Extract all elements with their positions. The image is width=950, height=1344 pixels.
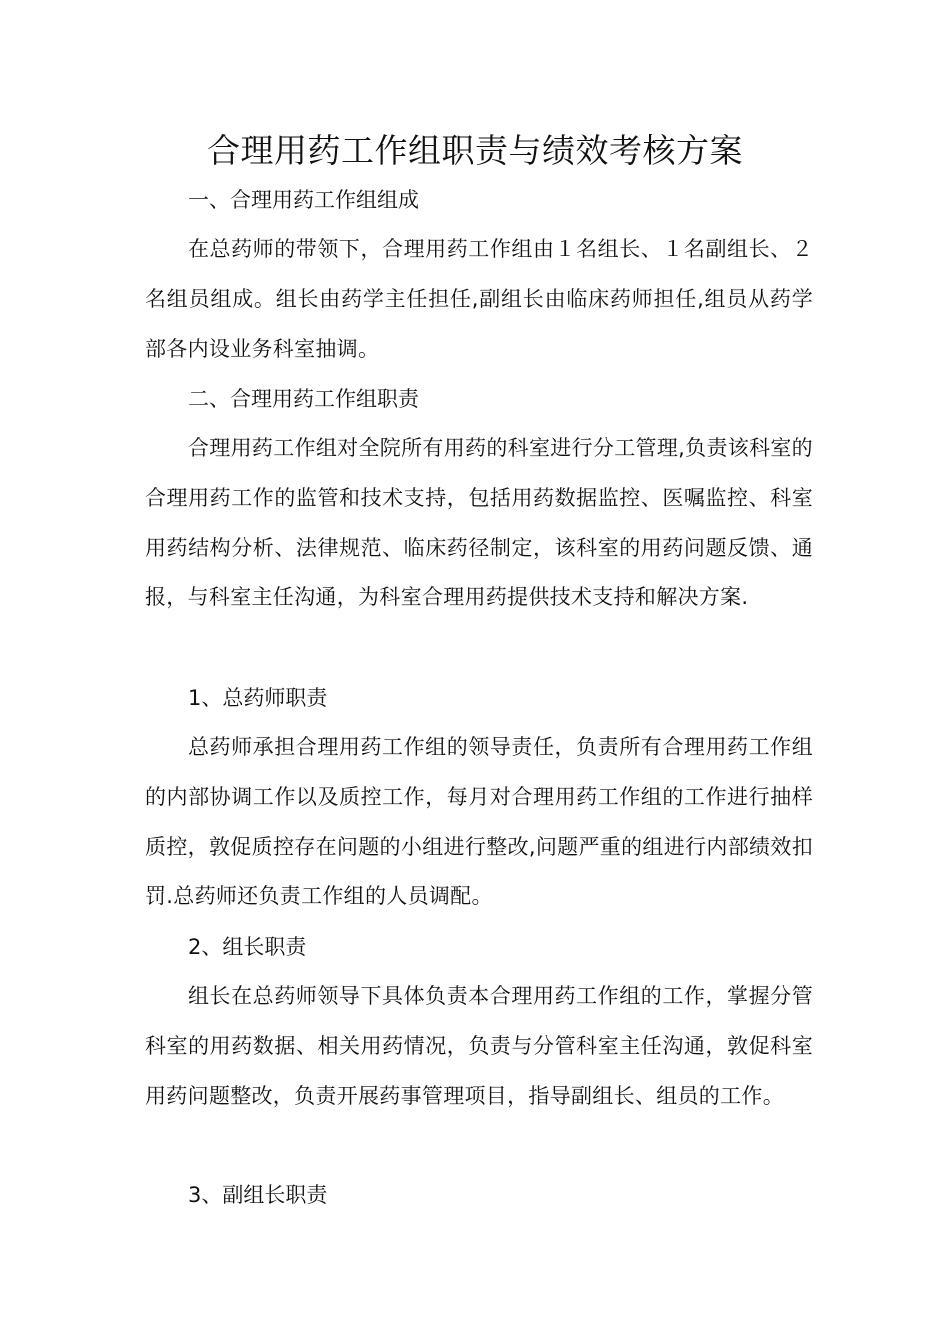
section-heading-chief-pharmacist: 1、总药师职责 (188, 686, 328, 710)
section-paragraph-duties: 合理用药工作组对全院所有用药的科室进行分工管理,负责该科室的合理用药工作的监管和技术支持，包括用药数据监控、医嘱监控、科室用药结构分析、法律规范、临床药径制定，该科室的用药问题反馈、通报，与科室主任沟通，为科室合理用药提供技术支持和解决方案. (145, 436, 813, 610)
section-heading-deputy-leader: 3、副组长职责 (188, 1183, 328, 1207)
section-heading-duties: 二、合理用药工作组职责 (188, 387, 419, 411)
section-paragraph-composition: 在总药师的带领下，合理用药工作组由１名组长、１名副组长、２名组员组成。组长由药学主任担任,副组长由临床药师担任,组员从药学部各内设业务科室抽调。 (145, 237, 813, 361)
section-heading-group-leader: 2、组长职责 (188, 935, 307, 959)
section-paragraph-chief-pharmacist: 总药师承担合理用药工作组的领导责任，负责所有合理用药工作组的内部协调工作以及质控工作，每月对合理用药工作组的工作进行抽样质控，敦促质控存在问题的小组进行整改,问题严重的组进行内部绩效扣罚.总药师还负责工作组的人员调配。 (145, 735, 813, 909)
document-title: 合理用药工作组职责与绩效考核方案 (207, 131, 743, 170)
section-heading-composition: 一、合理用药工作组组成 (188, 188, 419, 212)
section-paragraph-group-leader: 组长在总药师领导下具体负责本合理用药工作组的工作，掌握分管科室的用药数据、相关用药情况，负责与分管科室主任沟通，敦促科室用药问题整改，负责开展药事管理项目，指导副组长、组员的工作。 (145, 984, 813, 1108)
